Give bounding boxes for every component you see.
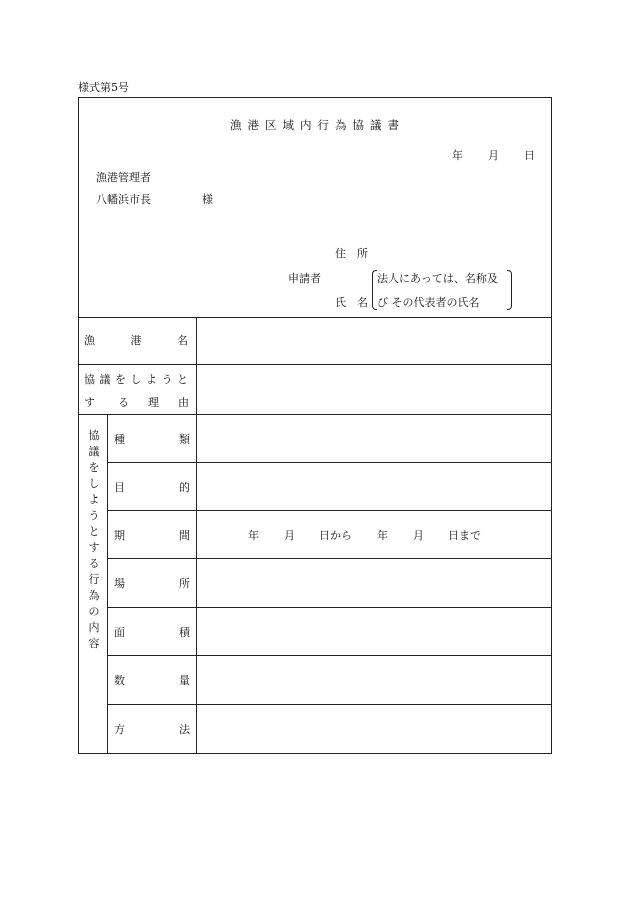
divider — [78, 364, 552, 365]
date-day-label: 日 — [524, 149, 535, 162]
period-end-year: 年 — [377, 529, 388, 542]
corporate-note-line1: 法人にあっては、名称及 — [377, 272, 498, 285]
applicant-label: 申請者 — [288, 272, 321, 285]
content-vertical-label: 協 議 を し よ う と す る 行 為 の 内 容 — [88, 429, 100, 650]
date-year-label: 年 — [452, 149, 463, 162]
period-start-day: 日から — [319, 529, 352, 542]
divider — [107, 655, 552, 656]
column-divider — [107, 414, 108, 754]
note-bracket-right — [507, 270, 512, 310]
divider — [107, 462, 552, 463]
quantity-field[interactable] — [198, 658, 550, 702]
area-field[interactable] — [198, 610, 550, 653]
method-field[interactable] — [198, 707, 550, 752]
document-title: 漁港区域内行為協議書 — [230, 118, 405, 132]
column-divider — [196, 317, 197, 754]
divider — [107, 704, 552, 705]
addressee-line2: 八幡浜市長 — [96, 193, 151, 206]
reason-label-line1: 協 議 を し よ う と — [84, 373, 188, 386]
date-month-label: 月 — [488, 149, 499, 162]
item-label-period: 期 間 — [114, 529, 190, 542]
period-field[interactable] — [198, 513, 550, 556]
period-end-day: 日まで — [448, 529, 481, 542]
divider — [78, 317, 552, 318]
port-name-label: 漁 港 名 — [84, 334, 188, 347]
item-label-area: 面 積 — [114, 626, 190, 639]
item-label-type: 種 類 — [114, 433, 190, 446]
divider — [107, 558, 552, 559]
period-start-month: 月 — [284, 529, 295, 542]
purpose-field[interactable] — [198, 465, 550, 508]
type-field[interactable] — [198, 417, 550, 460]
name-label: 氏 名 — [335, 296, 368, 309]
item-label-quantity: 数 量 — [114, 674, 190, 687]
corporate-note-line2: び その代表者の氏名 — [377, 296, 480, 309]
divider — [107, 510, 552, 511]
address-label: 住 所 — [335, 247, 368, 260]
period-start-year: 年 — [248, 529, 259, 542]
divider — [78, 414, 552, 415]
addressee-honorific: 様 — [202, 193, 213, 206]
location-field[interactable] — [198, 561, 550, 605]
item-label-purpose: 目 的 — [114, 481, 190, 494]
period-end-month: 月 — [413, 529, 424, 542]
divider — [107, 607, 552, 608]
form-number: 様式第5号 — [78, 81, 129, 94]
item-label-method: 方 法 — [114, 723, 190, 736]
item-label-location: 場 所 — [114, 577, 190, 590]
addressee-line1: 漁港管理者 — [96, 171, 151, 184]
port-name-field[interactable] — [198, 320, 550, 362]
reason-field[interactable] — [198, 367, 550, 412]
